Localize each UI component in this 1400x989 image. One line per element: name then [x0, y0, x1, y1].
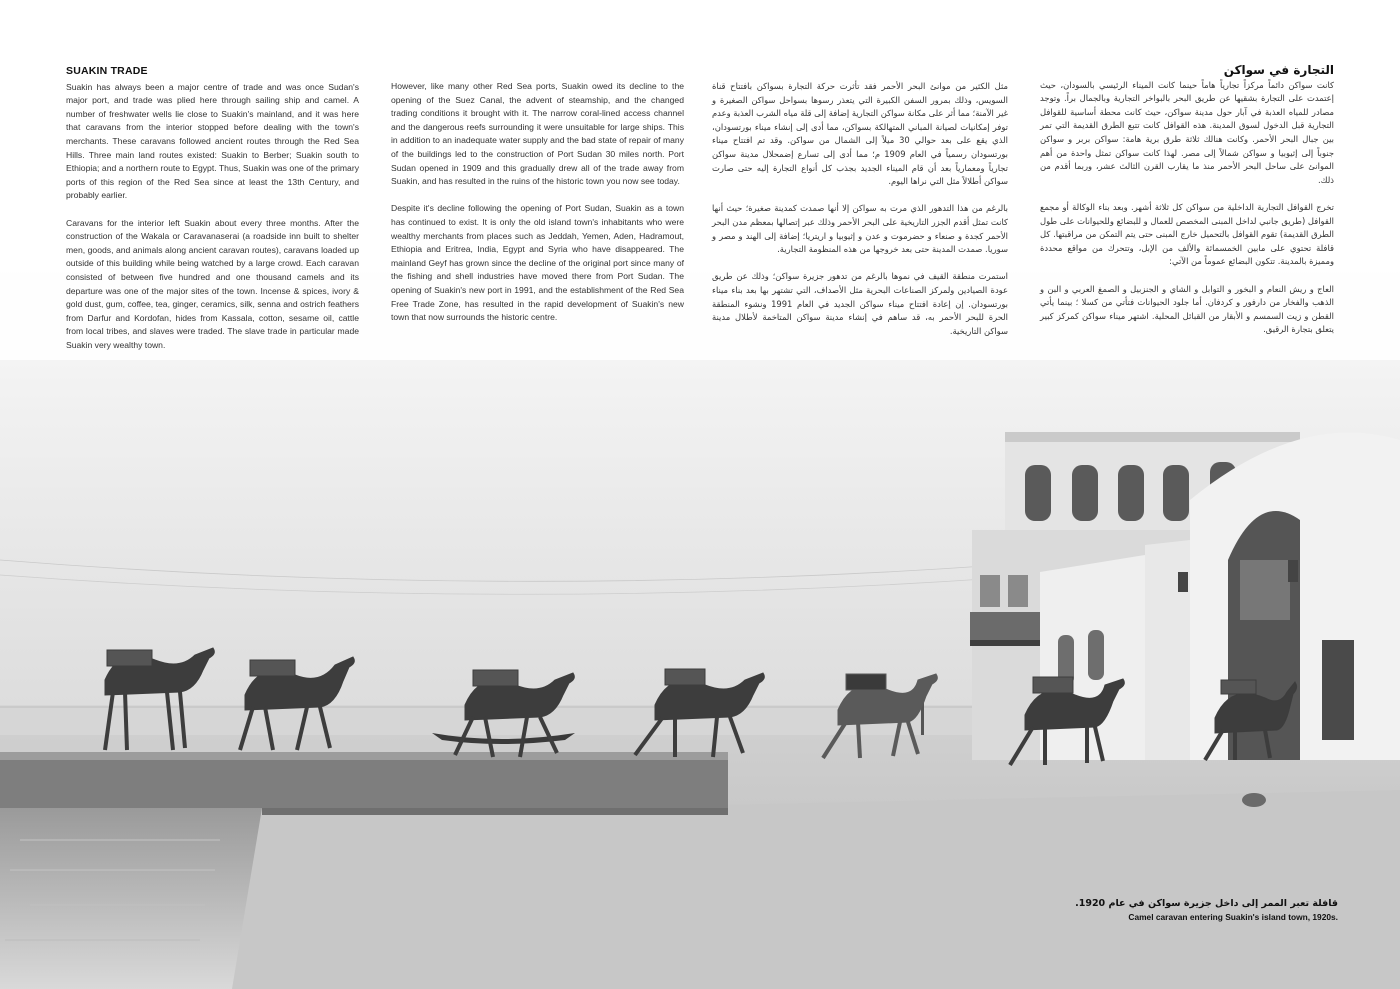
- english-paragraph: Suakin has always been a major centre of trade and was once Sudan's major port, and trade was plied here through sailing ship and camel. A number of freshwater wells lie close to Suakin's mainland, and it was here that caravans from the interior stopped before dealing with the town's merchants. These caravans followed ancient routes through the Red Sea Hills. Three main land routes existed: Suakin to Berber; Suakin south to Ethiopia; and a northern route to Egypt. Thus, Suakin was one of the primary ports of this region of the Red Sea since at least the 13th Century, and probably earlier.: [66, 81, 359, 201]
- english-paragraph: Caravans for the interior left Suakin about every three months. After the construction of the Wakala or Caravanaserai (a roadside inn built to shelter men, goods, and animals along ancient caravan routes), caravans loaded up outside of this building while being watched by a large crowd. Each caravan consisted of between five hundred and one thousand camels and its departure was one of the major sites of the town. Incense & spices, ivory & gold dust, gum, coffee, tea, ginger, ceramics, silk, senna and ostrich feathers from Darfur and Kordofan, hides from Kassala, cotton, sesame oil, cattle from local tribes, and slaves were traded. The slave trade in particular made Suakin very wealthy town.: [66, 217, 359, 350]
- english-title: SUAKIN TRADE: [66, 65, 148, 77]
- english-column-2: [391, 80, 684, 338]
- arabic-paragraph: تخرج القوافل التجارية الداخلية من سواكن كل ثلاثة أشهر. وبعد بناء الوكالة أو مجمع القوافل (طريق جانبي لداخل المبنى المخصص للعمال و للبضائع وللحيوانات على طول الطرق القديمة) تقوم القوافل بالتحميل خارج المبنى حتى يتم التمكن من مراقبتها. كل قافلة تحتوي على مابين الخمسمائة والألف من الإبل، وتتحرك من مواقع محددة ومميزة بالمدينة. تتكون البضائع عموماً من الآتي:: [1040, 201, 1334, 267]
- arabic-paragraph: بالرغم من هذا التدهور الذي مرت به سواكن إلا أنها صمدت كمدينة صغيرة؛ حيث أنها كانت تمثل أقدم الجزر التاريخية على البحر الأحمر وذلك عبر إتصالها بمعظم مدن البحر الأحمر كجدة و صنعاء و حضرموت و عدن و إثيوبيا و اريتريا؛ إضافة إلى الهند و مصر و سوريا. صمدت المدينة حتى بعد خروجها من هذه المنظومة التجارية.: [712, 203, 1008, 255]
- caption-arabic: قافلة تعبر الممر إلى داخل جزيرة سواكن في عام 1920.: [1075, 898, 1338, 909]
- arabic-title: التجارة في سواكن: [1223, 63, 1334, 77]
- quay-wall: [0, 752, 728, 808]
- caption-english: Camel caravan entering Suakin's island town, 1920s.: [1128, 912, 1338, 922]
- photo-caption: [1075, 898, 1338, 922]
- arabic-paragraph: مثل الكثير من موانئ البحر الأحمر فقد تأثرت حركة التجارة بسواكن بافتتاح قناة السويس، وذلك بمرور السفن الكبيرة التي يتعذر رسوها بسواحل سواكن الصغيرة و غير الآمنة؛ مما أثر على مكانة سواكن التجارية إضافة إلى قلة مياه الشرب العذبة وعدم توفر إمكانيات لصيانة المباني المتهالكة بسواكن، مما أدى إلى إنشاء ميناء بورتسودان، الذي يقع على بعد حوالي 30 ميلاً إلى الشمال من سواكن. وقد تم افتتاح ميناء بورتسودان رسمياً في العام 1909 م؛ مما أدى إلى تسارع إضمحلال مدينة سواكن تجارياً ومعمارياً بعد أن قام الميناء الجديد بجذب كل أنواع التجارة إليه حتى صارت سواكن أطلالاً مثل التي نراها اليوم.: [712, 81, 1009, 187]
- arabic-column-2: [1040, 64, 1334, 350]
- english-paragraph: Despite it's decline following the opening of Port Sudan, Suakin as a town has continued to exist. It is only the old island town's inhabitants who were wealthy merchants from places such as Jeddah, Yemen, Aden, Hadramout, Ethiopia and Eritrea, India, Egypt and Syria who have disappeared. The mainland Geyf has grown since the decline of the original port since many of the fishing and shell industries have moved there from Port Sudan. The opening of Suakin's new port in 1991, and the establishment of the Red Sea Free Trade Zone, has resulted in the rapid development of Suakin's new town that now surrounds the historic centre.: [391, 203, 684, 323]
- arabic-paragraph: استمرت منطقة القيف في نموها بالرغم من تدهور جزيرة سواكن؛ وذلك عن طريق عودة الصيادين ولمركز الصناعات البحرية مثل الأصداف، التي تشتهر بها بعد بناء ميناء بورتسودان. إن إعادة افتتاح ميناء سواكن الجديد في العام 1991 ونشوء المنطقة الحرة للبحر الأحمر به، قد ساهم في إنشاء مدينة سواكن المتاخمة لأطلال مدينة سواكن التاريخية.: [712, 271, 1008, 336]
- harbour-water: [0, 808, 262, 989]
- arabic-column-1: [712, 80, 1008, 352]
- english-column-1: [66, 65, 359, 366]
- arabic-paragraph: كانت سواكن دائماً مركزاً تجارياً هاماً حينما كانت الميناء الرئيسي بالسودان، حيث إعتمدت على التجارة بشقيها عن طريق البحر بالبواخر التجارية وبالجمال براً. وتوجد مصادر للمياه العذبة في آبار حول مدينة سواكن، حيث كانت محطة أساسية للقوافل التجارية قبل الدخول لسوق المدينة. هذه القوافل كانت تتبع الطرق القديمة التي تمر بين جبال البحر الأحمر. وكانت هنالك ثلاثة طرق برية هامة: سواكن بربر و سواكن جنوباً إلى إثيوبيا و سواكن شمالاً إلى مصر. لهذا كانت سواكن تمثل واحدة من أهم الموانئ على ساحل البحر الأحمر منذ ما يقارب القرن الثالث عشر، وربما أقدم من ذلك.: [1040, 79, 1334, 185]
- arabic-paragraph: العاج و ريش النعام و البخور و التوابل و الشاي و الجنزبيل و الصمغ العربي و البن و الذهب والفخار من دارفور و كردفان. أما جلود الحيوانات فتأتي من كسلا ؛ بينما يأتي القطن و زيت السمسم و الأبقار من القبائل المحلية. اشتهر ميناء سواكن كمركز كبير يتعلق بتجارة الرقيق.: [1040, 283, 1334, 335]
- english-paragraph: However, like many other Red Sea ports, Suakin owed its decline to the opening of the Suez Canal, the advent of steamship, and the changed trading conditions it brought with it. The narrow coral-lined access channel and the dangerous reefs surrounding it were unsuitable for large ships. This in addition to an inadequate water supply and the bad state of repair of many of the buildings led to the construction of Port Sudan 30 miles north. Port Sudan opened in 1909 and this gradually drew all of the trade away from Suakin, and has resulted in the ruins of the historic town you now see today.: [391, 81, 684, 187]
